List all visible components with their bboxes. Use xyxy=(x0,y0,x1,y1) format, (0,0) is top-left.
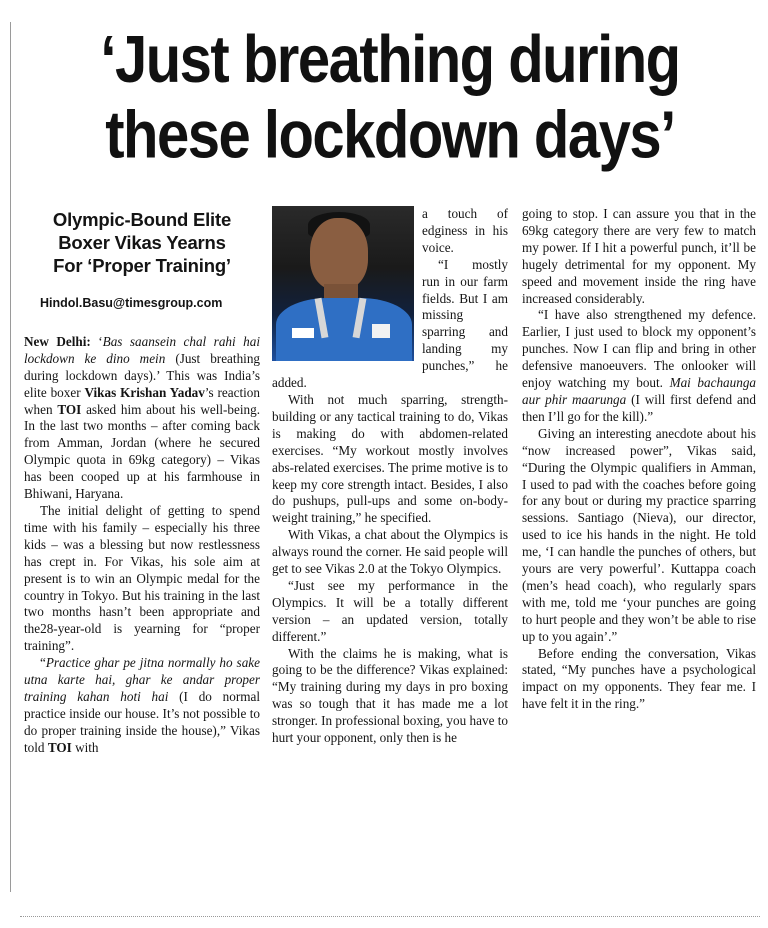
paragraph: going to stop. I can assure you that in the 69kg category there are very few to match my power. If I hit a powerful punch, it’ll be hugely detrimental for my opponent. My speed and movement inside the ring have increased considerably. xyxy=(522,206,756,306)
column-rule xyxy=(10,22,11,892)
hindi-quote: Bas saansein chal rahi hai lockdown ke dino mein xyxy=(24,333,260,366)
boxer-portrait-photo xyxy=(272,206,414,361)
article-column-1 xyxy=(24,206,260,757)
byline: Hindol.Basu@timesgroup.com xyxy=(40,296,223,310)
paragraph: The initial delight of getting to spend time with his family – especially his three kids – was a blessing but now restlessness has crept in. For Vikas, his sole aim at present is to win an Olympic medal for the country in Tokyo. But his training in the last two months hasn’t been appropriate and the28-year-old is yearning for “proper training”. xyxy=(24,502,260,654)
article-column-2 xyxy=(272,206,508,747)
paragraph: With the claims he is making, what is going to be the difference? Vikas explained: “My training during my days in pro boxing was so tough that it has made me a lot stronger. In professional boxing, you have to hurt your opponent, only then is he xyxy=(272,645,508,746)
subheadline xyxy=(24,208,260,277)
subheadline-line-3: For ‘Proper Training’ xyxy=(53,255,231,276)
paragraph: “I have also strengthened my defence. Earlier, I just used to block my opponent’s punches. Now I can flip and bring in other defensive manoeuvers. The onlooker will enjoy watching my bout. Mai bachaunga aur phir maarunga (I will first defend and then I’ll go for the kill).” xyxy=(522,307,757,424)
publication-name: TOI xyxy=(57,401,82,417)
paragraph: With Vikas, a chat about the Olympics is always round the corner. He said people will get to see Vikas 2.0 at the Tokyo Olympics. xyxy=(272,527,508,577)
paragraph: “I mostly run in our farm fields. But I am missing sparring and landing my punches,” he added. xyxy=(272,256,508,391)
paragraph: New Delhi: ‘Bas saansein chal rahi hai lockdown ke dino mein (Just breathing during lockdown days).’ This was India’s elite boxer Vikas Krishan Yadav’s reaction when TOI asked him about his well-being. In the last two months – after coming back from Amman, Jordan (where he secured Olympic quota in 69kg category) – Vikas has been cooped up at his farmhouse in Bhiwani, Haryana. xyxy=(24,333,261,502)
publication-name: TOI xyxy=(47,739,72,755)
paragraph: a touch of edginess in his voice. xyxy=(422,206,508,255)
paragraph: “Just see my performance in the Olympics. It will be a totally different version – an updated version, totally different.” xyxy=(272,577,508,644)
hindi-quote: Mai bachaunga aur phir maarunga xyxy=(522,375,757,407)
paragraph: With not much sparring, strength-building or any tactical training to do, Vikas is making do with abdomen-related exercises. “My workout mostly involves abs-related exercises. The prime motive is to keep my core strength intact. Besides, I also do pushups, pull-ups and some on-body-weight training,” he specified. xyxy=(272,391,508,526)
article-column-3 xyxy=(522,206,756,713)
headline-line-2: these lockdown days’ xyxy=(105,97,675,173)
paragraph: Giving an interesting anecdote about his “now increased power”, Vikas said, “During the Olympic qualifiers in Amman, I used to pad with the coaches before going for any bout or during my practice sparring sessions. Santiago (Nieva), our director, used to ice his hands in the night. He told me, ‘I can handle the punches of others, but yours are very powerful’. Kuttappa coach (men’s head coach), who regularly spars with me, told me ‘your punches are going to hurt people and they won’t be able to rise up to you again’.” xyxy=(522,425,756,644)
paragraph: Before ending the conversation, Vikas stated, “My punches have a psychological impact on my opponents. They fear me. I have felt it in the ring.” xyxy=(522,645,756,712)
headline-line-1: ‘Just breathing during xyxy=(100,22,680,97)
bottom-divider xyxy=(20,916,760,917)
boxer-name: Vikas Krishan Yadav xyxy=(84,384,205,400)
hindi-quote: Practice ghar pe jitna normally ho sake utna karte hai, ghar ke andar proper training kahan hoti hai xyxy=(24,655,260,704)
paragraph: “Practice ghar pe jitna normally ho sake utna karte hai, ghar ke andar proper training kahan hoti hai (I do normal practice inside our house. It’s not possible to do proper training inside the house),” Vikas told TOI with xyxy=(24,655,261,755)
subheadline-line-1: Olympic-Bound Elite xyxy=(52,209,232,230)
subheadline-line-2: Boxer Vikas Yearns xyxy=(58,232,226,253)
dateline: New Delhi: xyxy=(24,333,91,349)
headline xyxy=(20,22,760,174)
